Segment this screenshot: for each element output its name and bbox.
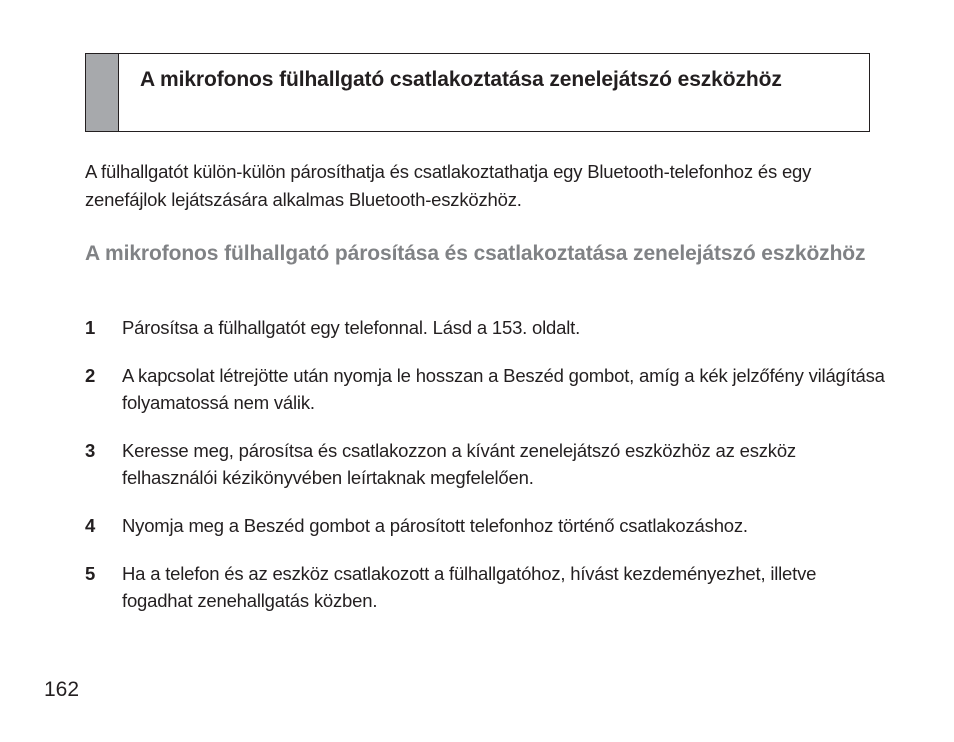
steps-list (85, 314, 885, 635)
step-item (85, 560, 885, 614)
title-accent-bar (86, 54, 119, 131)
intro-paragraph: A fülhallgatót külön-külön párosíthatja és csatlakoztathatja egy Bluetooth-telefonhoz és egy zenefájlok lejátszására alkalmas Bluetooth-eszközhöz. (85, 161, 812, 210)
section-title: A mikrofonos fülhallgató csatlakoztatása zenelejátszó eszközhöz (140, 68, 782, 91)
step-number: 3 (85, 440, 96, 461)
step-number: 5 (85, 563, 96, 584)
step-text: Keresse meg, párosítsa és csatlakozzon a kívánt zenelejátszó eszközhöz az eszköz felhasználói kézikönyvében leírtaknak megfelelően. (122, 440, 796, 488)
step-item (85, 512, 885, 539)
page-number: 162 (44, 678, 80, 701)
step-number: 1 (85, 317, 96, 338)
step-item (85, 437, 885, 491)
subheading: A mikrofonos fülhallgató párosítása és csatlakoztatása zenelejátszó eszközhöz (85, 242, 866, 265)
step-item (85, 362, 885, 416)
step-text: Nyomja meg a Beszéd gombot a párosított telefonhoz történő csatlakozáshoz. (122, 515, 748, 536)
step-number: 4 (85, 515, 96, 536)
step-number: 2 (85, 365, 96, 386)
step-text: A kapcsolat létrejötte után nyomja le hosszan a Beszéd gombot, amíg a kék jelzőfény világítása folyamatossá nem válik. (122, 365, 885, 413)
section-title-box (85, 53, 870, 132)
step-item (85, 314, 885, 341)
step-text: Párosítsa a fülhallgatót egy telefonnal. Lásd a 153. oldalt. (122, 317, 581, 338)
step-text: Ha a telefon és az eszköz csatlakozott a fülhallgatóhoz, hívást kezdeményezhet, illetve fogadhat zenehallgatás közben. (122, 563, 817, 611)
